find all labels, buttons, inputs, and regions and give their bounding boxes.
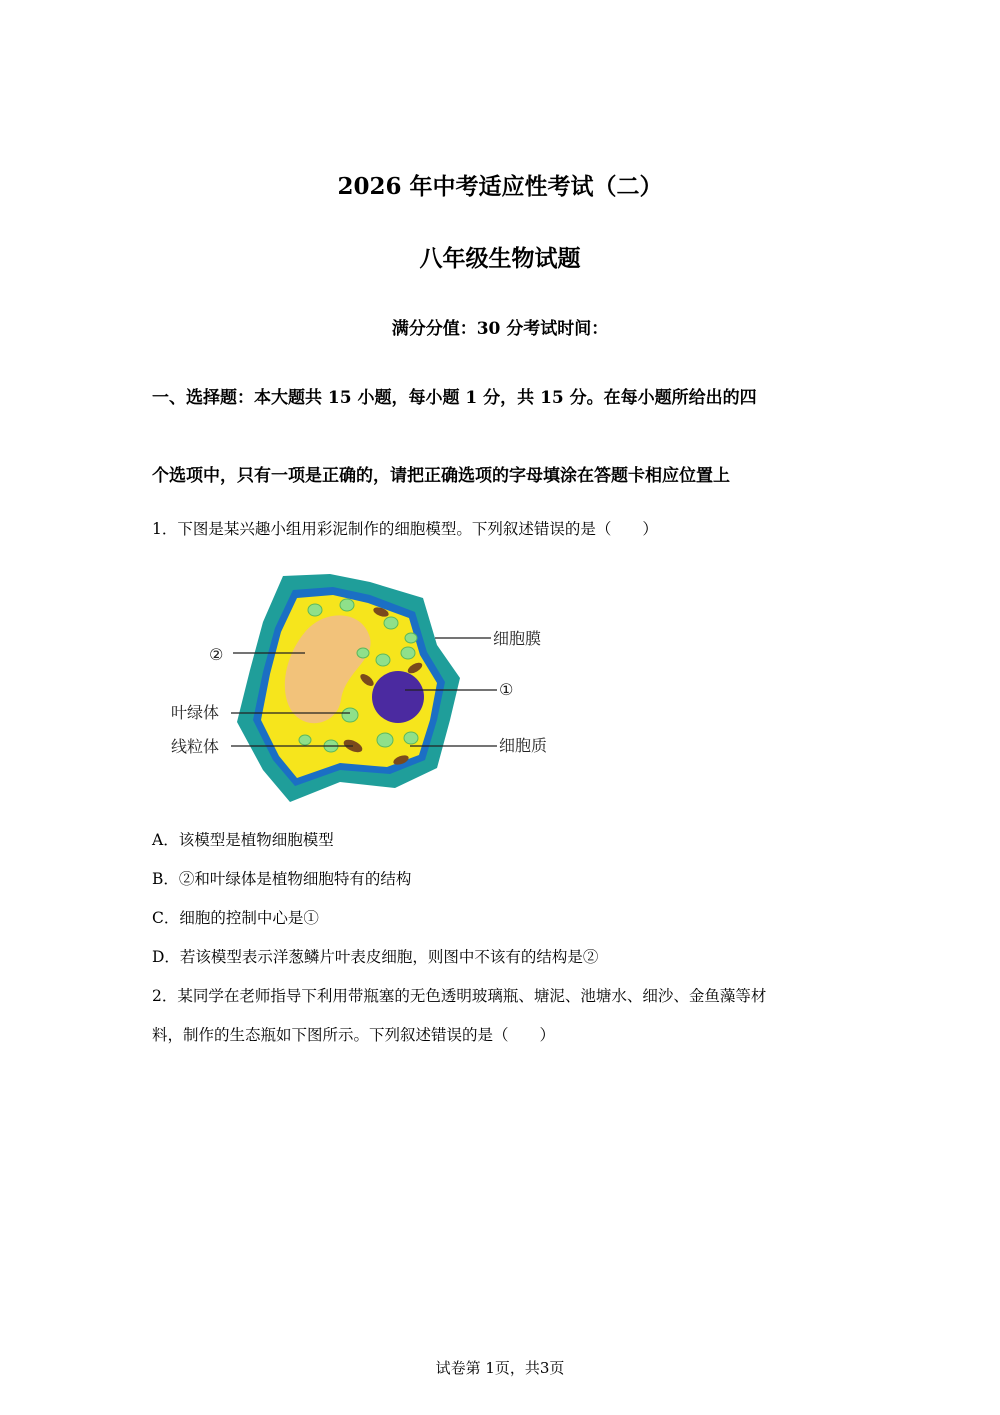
exam-subtitle: 八年级生物试题	[419, 245, 581, 272]
question1-option-c: C．细胞的控制中心是①	[152, 909, 319, 927]
question2-stem-line1: 2．某同学在老师指导下利用带瓶塞的无色透明玻璃瓶、塘泥、池塘水、细沙、金鱼藻等材	[152, 987, 767, 1005]
question2-stem-line2: 料，制作的生态瓶如下图所示。下列叙述错误的是（ ）	[152, 1026, 556, 1044]
cell-model-image	[165, 560, 565, 810]
question1-option-d: D．若该模型表示洋葱鳞片叶表皮细胞，则图中不该有的结构是②	[152, 948, 599, 966]
label-cytoplasm: 细胞质	[499, 736, 548, 755]
question1-stem: 1．下图是某兴趣小组用彩泥制作的细胞模型。下列叙述错误的是（ ）	[152, 520, 658, 538]
question1-option-a: A．该模型是植物细胞模型	[152, 831, 334, 849]
exam-title: 2026 年中考适应性考试（二）	[337, 173, 663, 200]
label-circle-1: ①	[499, 680, 514, 699]
section-heading-line1: 一、选择题：本大题共 15 小题，每小题 1 分，共 15 分。在每小题所给出的四	[152, 388, 757, 408]
nucleus-shape	[372, 671, 424, 723]
label-mitochondria: 线粒体	[171, 737, 220, 756]
section-heading-line2: 个选项中，只有一项是正确的，请把正确选项的字母填涂在答题卡相应位置上	[152, 466, 730, 486]
label-chloroplast: 叶绿体	[171, 703, 220, 722]
label-cell-membrane: 细胞膜	[493, 629, 542, 648]
question1-option-b: B．②和叶绿体是植物细胞特有的结构	[152, 870, 412, 888]
label-circle-2: ②	[209, 645, 224, 664]
exam-info: 满分分值：30 分考试时间：	[391, 319, 609, 339]
cell-model-figure	[165, 560, 565, 810]
page-footer: 试卷第 1页，共3页	[435, 1359, 565, 1377]
